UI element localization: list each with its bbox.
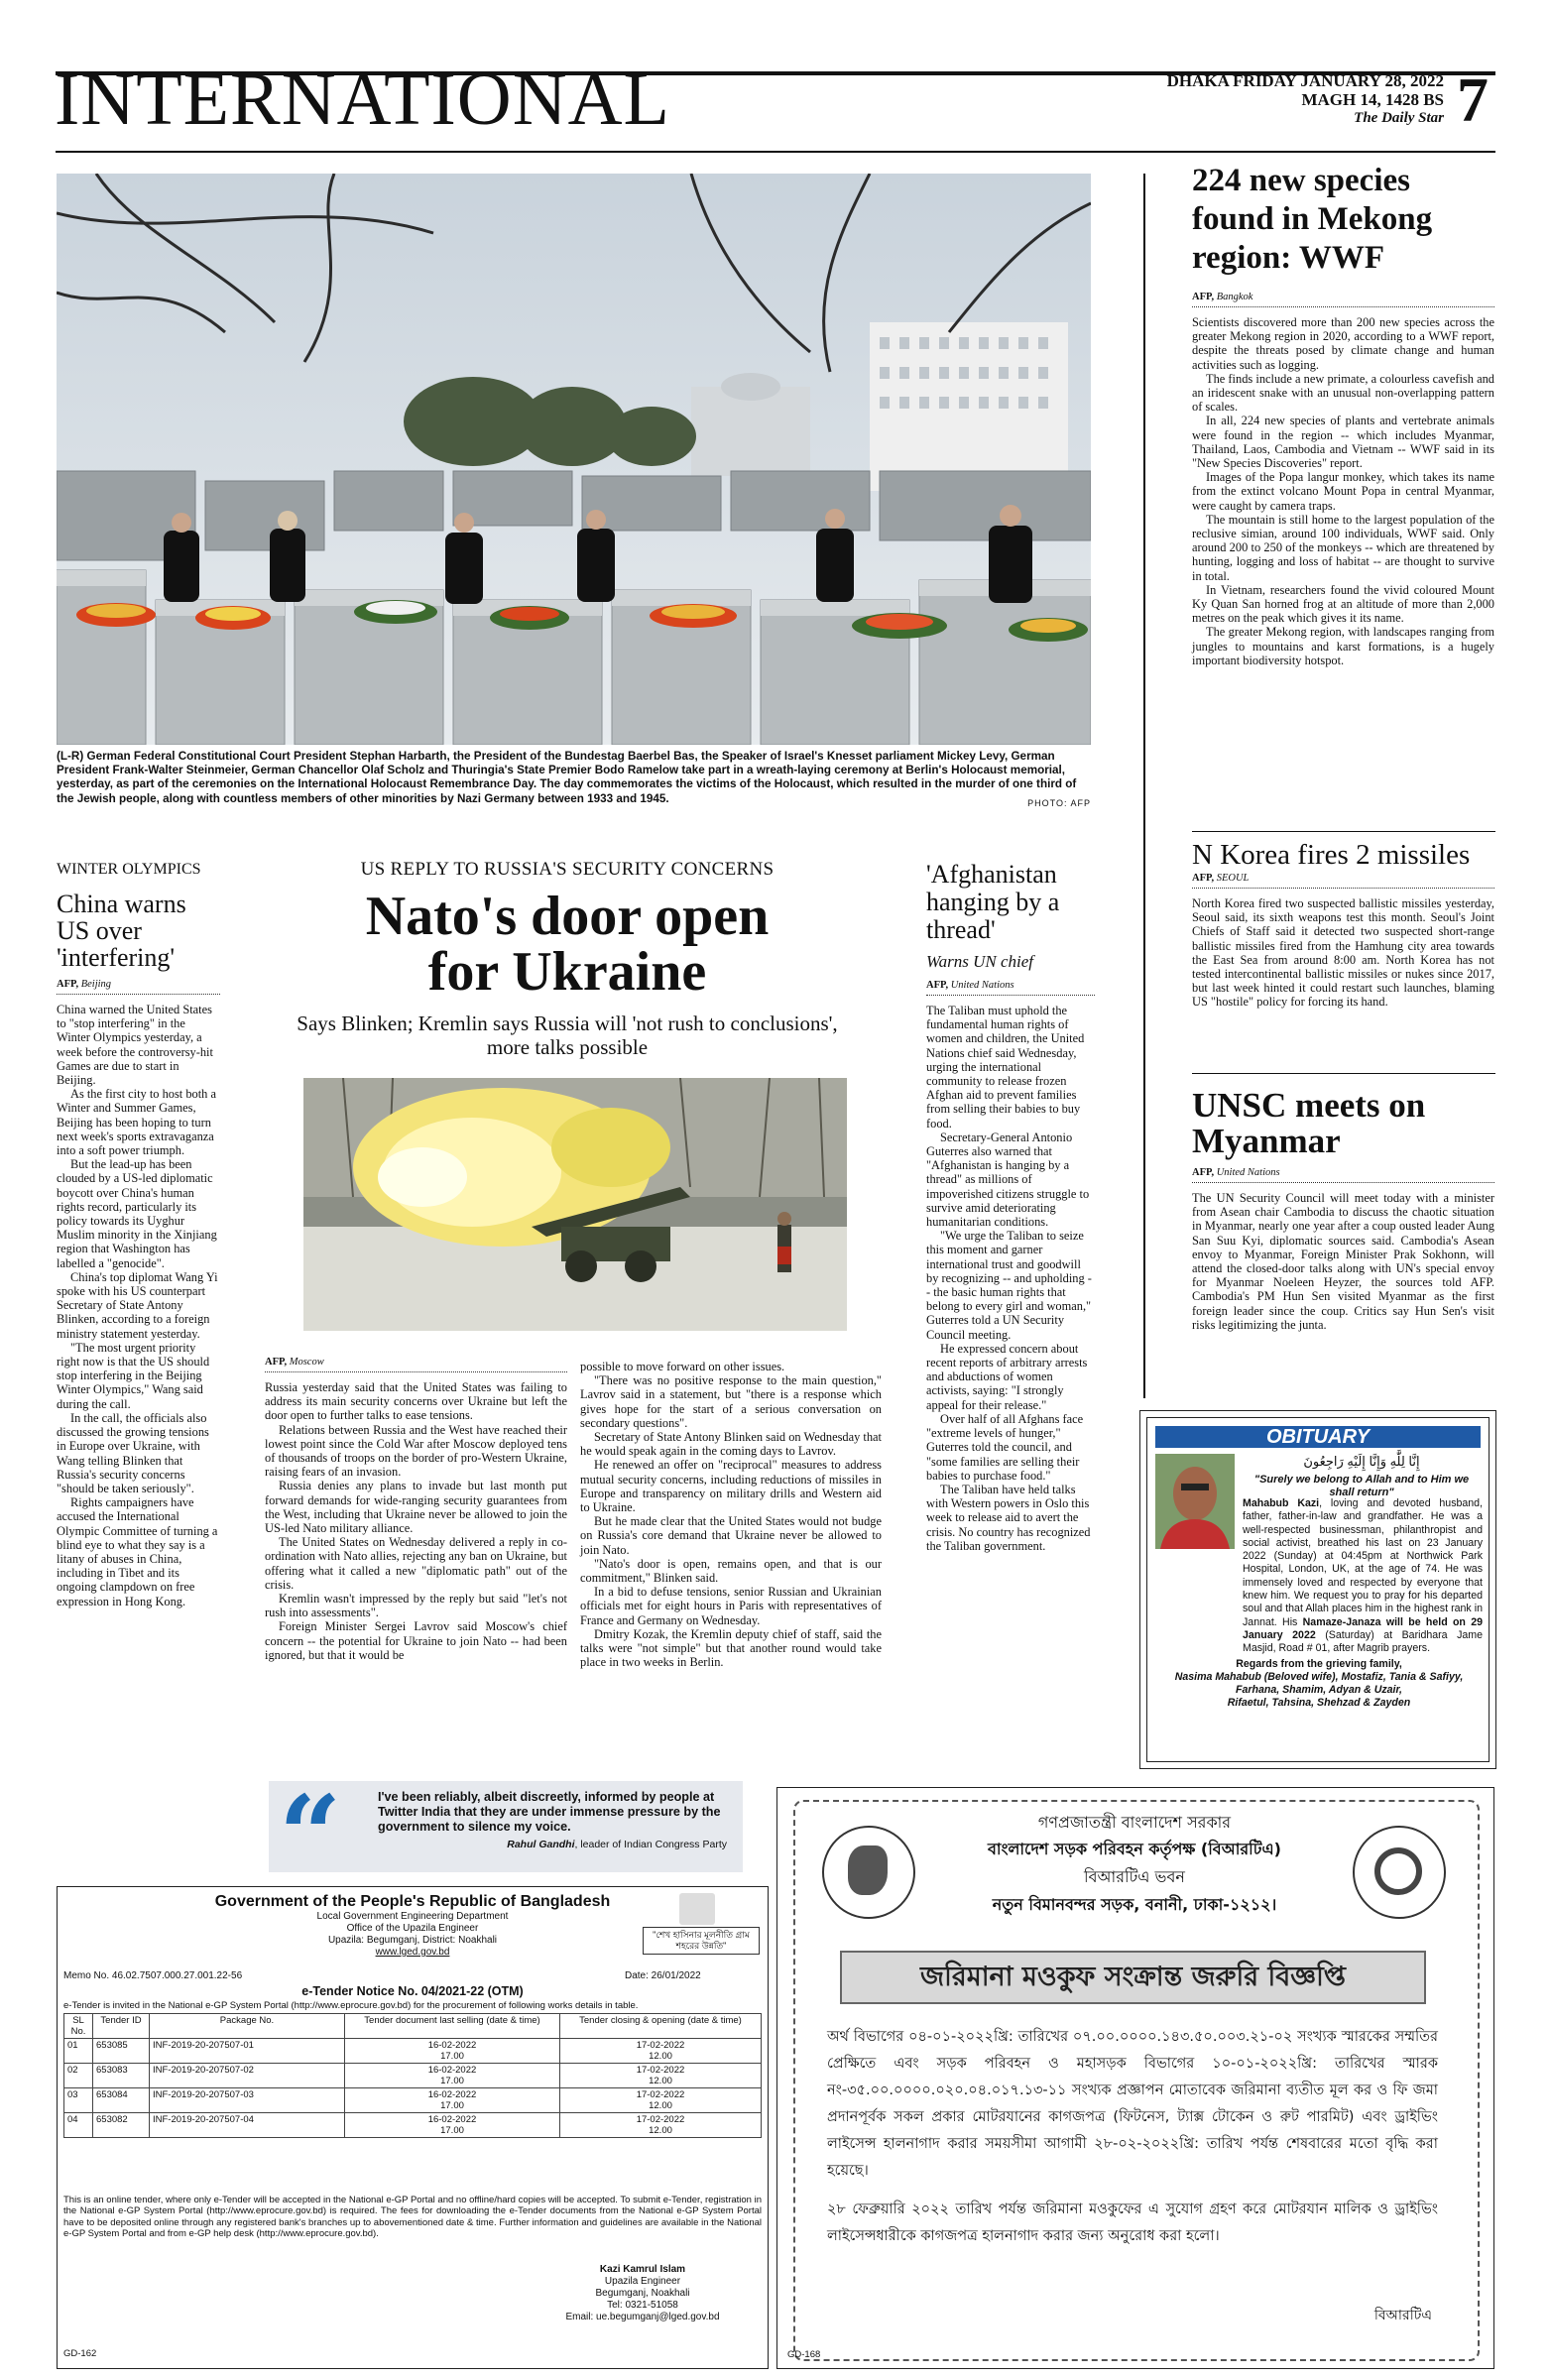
tender-slogan: "শেখ হাসিনার মূলনীতি গ্রাম শহরের উন্নতি": [643, 1927, 760, 1955]
bengali-date: MAGH 14, 1428 BS: [1301, 90, 1444, 109]
brta-building: বিআরটিএ ভবন: [1084, 1867, 1185, 1886]
tender-col-sl: SL No.: [64, 2014, 93, 2039]
paragraph: Kremlin wasn't impressed by the reply but said "let's not rush into assessments".: [265, 1592, 567, 1620]
photo-credit: PHOTO: AFP: [1027, 797, 1091, 808]
dateline: DHAKA FRIDAY JANUARY 28, 2022: [1166, 71, 1444, 90]
page-number: 7: [1457, 64, 1489, 135]
table-cell: 653085: [93, 2039, 150, 2064]
brta-logo-icon: [1353, 1826, 1446, 1919]
table-cell: INF-2019-20-207507-04: [150, 2113, 345, 2138]
tender-footnote: This is an online tender, where only e-Tender will be accepted in the National e-GP Portal and no offline/hard copies will be accepted. To submit e-Tender, registration in the National e-GP System Portal (http://www.eprocure.gov.bd) is required. The fees for downloading the e-Tender documents from the National e-GP System Portal have to be deposited online through any registered bank's branches up to abovementioned date & time. Further information and guidelines are available in the National e-GP System Portal and from e-GP help desk (http://www.eprocure.gov.bd).: [63, 2195, 762, 2240]
paragraph: But he made clear that the United States would not budge on Russia's core demand that Ukraine never be allowed to join Nato.: [580, 1514, 882, 1557]
table-row: [64, 2113, 762, 2138]
paragraph: The finds include a new primate, a colourless cavefish and an iridescent snake with an unusual non-overlapping pattern of scales.: [1192, 371, 1494, 415]
paragraph: China's top diplomat Wang Yi spoke with his US counterpart Secretary of State Antony Blinken, according to a foreign ministry statement yesterday.: [57, 1269, 218, 1341]
paragraph: In a bid to defuse tensions, senior Russian and Ukrainian officials met for eight hours in Paris with representatives of France and Germany on Wednesday.: [580, 1585, 882, 1627]
tender-email[interactable]: Email: ue.begumganj@lged.gov.bd: [565, 2312, 720, 2322]
obituary-body: , loving and devoted husband, father, father-in-law and grandfather. He was a well-respected businessman, philanthropist and social activist, breathed his last on 23 January 2022 (Sunday) at 04:45pm at Northwick Park Hospital, London, UK, at the age of 74. He was immensely loved and respected by everyone that knew him. We request you to pray for his departed soul and that Allah places him in the highest rank in Jannat. His: [1243, 1497, 1483, 1628]
paragraph: "There was no positive response to the main question," Lavrov said in a statement, but "there is a response which gives hope for the start of a serious conversation on secondary questions".: [580, 1373, 882, 1430]
nkorea-byline: AFP, SEOUL: [1192, 873, 1250, 884]
table-cell: 16-02-2022 17.00: [345, 2039, 560, 2064]
table-cell: 17-02-2022 12.00: [560, 2064, 762, 2088]
table-row: [64, 2039, 762, 2064]
paragraph: In the call, the officials also discussed the growing tensions in Europe over Ukraine, with Wang telling Blinken that Russia's security concerns "should be taken seriously".: [57, 1410, 209, 1495]
brta-para-1: অর্থ বিভাগের ০৪-০১-২০২২খ্রি: তারিখের ০৭.০০.০০০০.১৪৩.৫০.০০৩.২১-০২ সংখ্যক স্মারকের সম্মতির প্রেক্ষিতে এবং সড়ক পরিবহন ও মহাসড়ক বিভাগের ১০-০১-২০২২খ্রি: তারিখের স্মারক নং-৩৫.০০.০০০০.০২০.০৪.০১৭.১৩-১১ সংখ্যক প্রজ্ঞাপন মোতাবেক জরিমানা ব্যতীত মূল কর ও ফি জমা প্রদানপূর্বক সকল প্রকার মোটরযানের কাগজপত্র (ফিটনেস, ট্যাক্স টোকেন ও রুট পারমিট) এবং ড্রাইভিং লাইসেন্স হালনাগাদ করার সময়সীমা আগামী ২৮-০২-২০২২খ্রি: তারিখ পর্যন্ত শেষবারের মতো বৃদ্ধি করা হয়েছে।: [827, 2029, 1438, 2179]
tender-dept: Local Government Engineering Department: [316, 1911, 509, 1922]
afghan-body: [926, 1004, 1095, 1553]
bangladesh-emblem-icon: [822, 1826, 915, 1919]
tender-date: Date: 26/01/2022: [625, 1970, 701, 1981]
obituary-regards: Regards from the grieving family,: [1236, 1657, 1402, 1670]
paragraph: Russia denies any plans to invade but last month put forward demands for wide-ranging security guarantees from the West, including that Ukraine never be allowed to join the US-led Nato military alliance.: [265, 1479, 567, 1536]
holocaust-memorial-photo: [57, 174, 1091, 745]
paragraph: Rights campaigners have accused the International Olympic Committee of turning a blind eye to what they say is a litany of abuses in China, including in Tibet and its ongoing clampdown on free expression in Hong Kong.: [57, 1495, 218, 1608]
table-cell: 16-02-2022 17.00: [345, 2113, 560, 2138]
table-cell: 03: [64, 2088, 93, 2113]
paragraph: As the first city to host both a Winter and Summer Games, Beijing has been hoping to turn next week's sports extravaganza into a soft power triumph.: [57, 1087, 216, 1158]
paragraph: The Taliban have held talks with Western powers in Oslo this week to release aid to avert the crisis. No country has recognized the Taliban government.: [926, 1482, 1091, 1553]
tender-col-closing: Tender closing & opening (date & time): [560, 2014, 762, 2039]
paragraph: He expressed concern about recent reports of arbitrary arrests and abductions of women activists, saying: "I strongly appeal for their release.": [926, 1341, 1088, 1412]
paragraph: But the lead-up has been clouded by a US-led diplomatic boycott over China's human rights record, particularly its policy towards its Uyghur Muslim minority in the Xinjiang region that Washington has labelled a "genocide".: [57, 1157, 217, 1270]
paragraph: Dmitry Kozak, the Kremlin deputy chief of staff, said the talks were "not simple" but that another round would take place in two weeks in Berlin.: [580, 1626, 882, 1670]
tender-gov: Government of the People's Republic of Bangladesh: [214, 1893, 611, 1910]
mekong-byline: AFP, Bangkok: [1192, 292, 1253, 302]
paragraph: "The most urgent priority right now is that the US should stop interfering in the Beijing Winter Olympics," Wang said during the call.: [57, 1340, 210, 1411]
paragraph: Scientists discovered more than 200 new species across the greater Mekong region in 2020, according to a WWF report, despite the threats posed by climate change and human activities such as logging.: [1192, 315, 1494, 372]
tender-notice-title: e-Tender Notice No. 04/2021-22 (OTM): [301, 1984, 524, 1998]
table-cell: 17-02-2022 12.00: [560, 2039, 762, 2064]
unsc-body: [1192, 1191, 1494, 1332]
paragraph: In all, 224 new species of plants and vertebrate animals were found in the region -- which includes Myanmar, Thailand, Laos, Cambodia and Vietnam -- WWF said in its "New Species Discoveries" report.: [1192, 414, 1494, 471]
afghan-byline: AFP, United Nations: [926, 980, 1014, 991]
obituary-title: OBITUARY: [1155, 1426, 1481, 1448]
obituary-janaza: Namaze-Janaza will be held on 29 January 2022: [1243, 1615, 1483, 1641]
tender-web-link[interactable]: www.lged.gov.bd: [375, 1947, 450, 1958]
brta-org: বাংলাদেশ সড়ক পরিবহন কর্তৃপক্ষ (বিআরটিএ): [988, 1840, 1281, 1858]
brta-para-2: ২৮ ফেব্রুয়ারি ২০২২ তারিখ পর্যন্ত জরিমানা মওকুফের এ সুযোগ গ্রহণ করে মোটরযান মালিক ও ড্রাইভিং লাইসেন্সধারীকে কাগজপত্র হালনাগাদ করার জন্য অনুরোধ করা হলো।: [827, 2202, 1438, 2244]
brta-address: নতুন বিমানবন্দর সড়ক, বনানী, ঢাকা-১২১২।: [992, 1895, 1277, 1914]
brta-code: GD-168: [787, 2349, 821, 2360]
nkorea-body: [1192, 896, 1494, 1010]
pullquote-role: , leader of Indian Congress Party: [574, 1839, 727, 1850]
table-cell: 17-02-2022 12.00: [560, 2088, 762, 2113]
tender-table: [63, 2013, 762, 2138]
table-cell: 653082: [93, 2113, 150, 2138]
table-cell: 17-02-2022 12.00: [560, 2113, 762, 2138]
nkorea-headline: N Korea fires 2 missiles: [1192, 839, 1471, 871]
brta-gov: গণপ্রজাতন্ত্রী বাংলাদেশ সরকার: [1037, 1813, 1232, 1832]
tender-notice: [57, 1886, 769, 2369]
nato-body-col2: [580, 1360, 882, 1669]
tender-invite: e-Tender is invited in the National e-GP System Portal (http://www.eprocure.gov.bd) for the procurement of following works details in table.: [63, 2000, 639, 2011]
obituary-quote: "Surely we belong to Allah and to Him we shall return": [1253, 1474, 1470, 1498]
paragraph: China warned the United States to "stop interfering" in the Winter Olympics yesterday, a week before the controversy-hit Games are due to start in Beijing.: [57, 1003, 213, 1088]
table-cell: INF-2019-20-207507-03: [150, 2088, 345, 2113]
table-cell: INF-2019-20-207507-01: [150, 2039, 345, 2064]
afghan-headline: 'Afghanistan hanging by a thread': [926, 860, 1060, 944]
tender-col-id: Tender ID: [93, 2014, 150, 2039]
paragraph: In Vietnam, researchers found the vivid coloured Mount Ky Quan San horned frog at an altitude of more than 2,000 metres on the peak which gives it its name.: [1192, 582, 1494, 626]
obituary-family-2: Farhana, Shamim, Adyan & Uzair,: [1236, 1684, 1402, 1697]
nato-deck: Says Blinken; Kremlin says Russia will 'not rush to conclusions', more talks possible: [297, 1012, 838, 1059]
china-headline: China warns US over 'interfering': [57, 890, 186, 972]
tender-col-package: Package No.: [150, 2014, 345, 2039]
pullquote: [269, 1771, 743, 1899]
tender-col-selling: Tender document last selling (date & time): [345, 2014, 560, 2039]
paper-logo: The Daily Star: [1354, 110, 1444, 126]
brta-title: জরিমানা মওকুফ সংক্রান্ত জরুরি বিজ্ঞপ্তি: [840, 1951, 1426, 2004]
obituary-name: Mahabub Kazi: [1243, 1497, 1320, 1509]
tender-signer-title: Upazila Engineer: [604, 2276, 681, 2287]
table-cell: INF-2019-20-207507-02: [150, 2064, 345, 2088]
obituary-family-1: Nasima Mahabub (Beloved wife), Mostafiz, Tania & Safiyy,: [1174, 1670, 1464, 1683]
obituary-body-end: (Saturday) at Baridhara Jame Masjid, Road # 01, after Magrib prayers.: [1243, 1628, 1483, 1655]
tender-office: Office of the Upazila Engineer: [346, 1923, 479, 1934]
mekong-headline: 224 new species found in Mekong region: WWF: [1192, 163, 1433, 276]
nato-body-col1: [265, 1380, 567, 1662]
paragraph: Russia yesterday said that the United States was failing to address its main security concerns over Ukraine but left the door open to further talks to ease tensions.: [265, 1380, 567, 1423]
brta-sign: বিআরটিএ: [1373, 2308, 1432, 2323]
mekong-body: [1192, 315, 1494, 667]
table-cell: 653083: [93, 2064, 150, 2088]
tender-memo: Memo No. 46.02.7507.000.27.001.22-56: [63, 1970, 243, 1981]
table-cell: 01: [64, 2039, 93, 2064]
obituary-box: [1139, 1410, 1496, 1769]
china-byline: AFP, Beijing: [57, 979, 112, 990]
table-row: [64, 2088, 762, 2113]
paragraph: Relations between Russia and the West have reached their lowest point since the Cold War after Moscow deployed tens of thousands of troops on the border of pro-Western Ukraine, raising fears of an invasion.: [265, 1422, 567, 1480]
paragraph: The mountain is still home to the largest population of the reclusive simian, around 100 individuals, WWF said. Only around 200 to 250 of the monkeys -- which are threatened by hunting, logging and loss of habitat -- are thought to survive in total.: [1192, 512, 1494, 583]
brta-notice: [776, 1787, 1494, 2369]
tender-tel: Tel: 0321-51058: [607, 2300, 678, 2311]
afghan-subhead: Warns UN chief: [926, 952, 1033, 971]
paragraph: The United States on Wednesday delivered a reply in co-ordination with Nato allies, rejecting any ban on Ukraine, but offering what it called a new "diplomatic path" out of the crisis.: [265, 1535, 567, 1592]
china-body: [57, 1003, 220, 1608]
table-cell: 16-02-2022 17.00: [345, 2064, 560, 2088]
nato-kicker: US REPLY TO RUSSIA'S SECURITY CONCERNS: [360, 859, 775, 880]
obituary-arabic: إِنَّا لِلَّٰهِ وَإِنَّا إِلَيْهِ رَاجِعُونَ: [1303, 1454, 1420, 1469]
paragraph: "We urge the Taliban to seize this moment and garner international trust and goodwill by recognizing -- and upholding -- the basic human rights that belong to every girl and woman," Guterres told a UN Security Council meeting.: [926, 1229, 1092, 1342]
unsc-byline: AFP, United Nations: [1192, 1167, 1280, 1178]
table-cell: 04: [64, 2113, 93, 2138]
paragraph: He renewed an offer on "reciprocal" measures to address mutual security concerns, including reductions of missiles in Europe and transparency on military drills and Western aid to Ukraine.: [580, 1458, 882, 1515]
paragraph: Secretary of State Antony Blinken said on Wednesday that he would speak again in the coming days to Lavrov.: [580, 1430, 882, 1459]
unsc-headline: UNSC meets on Myanmar: [1192, 1086, 1426, 1160]
table-cell: 02: [64, 2064, 93, 2088]
paragraph: The Taliban must uphold the fundamental human rights of women and children, the United Nations chief said Wednesday, urging the international community to release frozen Afghan aid to prevent families from selling their babies to buy food.: [926, 1004, 1085, 1130]
paragraph: The UN Security Council will meet today with a minister from Asean chair Cambodia to discuss the chaotic situation in Myanmar, nearly one year after a coup ousted leader Aung San Suu Kyi, diplomatic sources said. Cambodia's Asean envoy to Myanmar, Foreign Minister Prak Sokhonn, will attend the closed-door talks along with UN's special envoy for Myanmar Noeleen Heyzer, the sources told AFP. Cambodia's PM Hun Sen visited Myanmar as the first foreign leader since the coup. Critics say Hun Sen's visit risks legitimizing the junta.: [1192, 1191, 1494, 1332]
paragraph: North Korea fired two suspected ballistic missiles yesterday, Seoul said, its sixth weapons test this month. Seoul's Joint Chiefs of Staff said it detected two suspected short-range ballistic missiles fired from the Hamhung city area towards the East Sea from around 8:00 am. North Korea has not tested intercontinental ballistic missiles or nukes since 2017, but last week hinted it could restart such launches, blaming US "hostile" policy for forcing its hand.: [1192, 896, 1494, 1010]
table-cell: 16-02-2022 17.00: [345, 2088, 560, 2113]
tender-code: GD-162: [63, 2348, 97, 2359]
tender-portrait: [679, 1893, 715, 1925]
paragraph: Foreign Minister Sergei Lavrov said Moscow's chief concern -- the potential for Ukraine to join Nato -- had been ignored, but that it would be: [265, 1619, 567, 1662]
quote-mark-icon: “: [279, 1771, 342, 1899]
paragraph: Secretary-General Antonio Guterres also warned that "Afghanistan is hanging by a thread" as millions of impoverished citizens struggle to survive amid deteriorating humanitarian conditions.: [926, 1130, 1090, 1230]
paragraph: Over half of all Afghans face "extreme levels of hunger," Guterres told the council, and "some families are selling their babies to purchase food.": [926, 1411, 1084, 1483]
pullquote-attribution: Rahul Gandhi: [507, 1839, 575, 1850]
artillery-photo: [303, 1078, 847, 1331]
nato-headline: Nato's door open for Ukraine: [365, 886, 770, 1003]
tender-signer: Kazi Kamrul Islam: [599, 2264, 686, 2275]
tender-signer-place: Begumganj, Noakhali: [595, 2288, 690, 2299]
nato-byline: AFP, Moscow: [265, 1357, 324, 1368]
top-photo-caption: (L-R) German Federal Constitutional Court President Stephan Harbarth, the President of the Bundestag Baerbel Bas, the Speaker of Israel's Knesset parliament Mickey Levy, German President Frank-Walter Steinmeier, German Chancellor Olaf Scholz and Thuringia's State Premier Bodo Ramelow take part in a wreath-laying ceremony at Berlin's Holocaust memorial, yesterday, as part of the ceremonies on the International Holocaust Remembrance Day. The day commemorates the victims of the Holocaust, which resulted in the murder of one third of the Jewish people, along with countless members of other minorities by Nazi Germany between 1933 and 1945. PHOTO: AFP: [57, 750, 1091, 810]
obituary-family-3: Rifaetul, Tahsina, Shehzad & Zayden: [1227, 1697, 1411, 1710]
tender-upazila: Upazila: Begumganj, District: Noakhali: [327, 1935, 498, 1946]
paragraph: possible to move forward on other issues.: [580, 1360, 785, 1373]
paragraph: The greater Mekong region, with landscapes ranging from jungles to mountains and karst formations, is a hugely important biodiversity hotspot.: [1192, 625, 1494, 667]
paragraph: "Nato's door is open, remains open, and that is our commitment," Blinken said.: [580, 1556, 882, 1586]
table-row: [64, 2064, 762, 2088]
table-cell: 653084: [93, 2088, 150, 2113]
china-kicker: WINTER OLYMPICS: [57, 861, 201, 878]
section-title: INTERNATIONAL: [55, 58, 670, 141]
paragraph: Images of the Popa langur monkey, which takes its name from the extinct volcano Mount Popa in central Myanmar, were caught by camera traps.: [1192, 470, 1494, 513]
pullquote-text: I've been reliably, albeit discreetly, informed by people at Twitter India that they are under immense pressure by the government to silence my voice.: [378, 1790, 721, 1834]
